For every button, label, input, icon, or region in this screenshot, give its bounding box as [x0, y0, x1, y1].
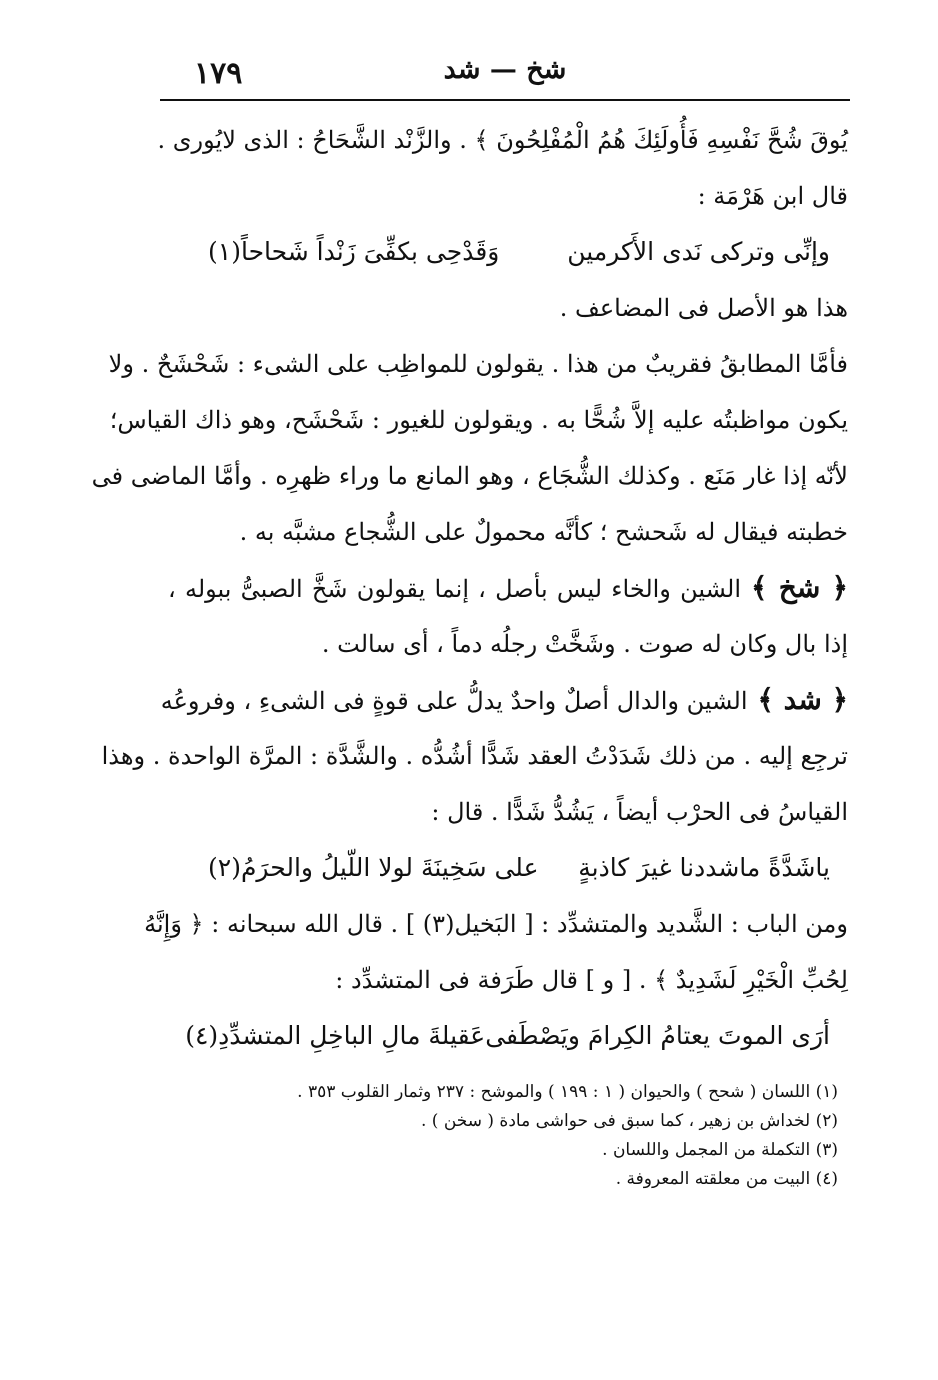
body-line: لِحُبِّ الْخَيْرِ لَشَدِيدٌ ﴾ . [ و ] قال طَرَفة فى المتشدِّد : [335, 966, 848, 994]
page-number: ١٧٩ [194, 56, 243, 91]
verse-1 [168, 224, 848, 280]
verse-3 [168, 1008, 848, 1064]
entry-shadd-first-line [160, 672, 848, 728]
footnote: (١) اللسان ( شحح ) والحيوان ( ١ : ١٩٩ ) والموشح : ٢٣٧ وثمار القلوب ٣٥٣ . [297, 1082, 838, 1102]
page-body [91, 112, 849, 1064]
running-title: شخ — شد [443, 54, 567, 85]
body-line: ترجِع إليه . من ذلك شَدَدْتُ العقد شَدًّا أشُدُّه . والشَّدَّة : المرَّة الواحدة . وهذا [101, 742, 848, 770]
body-line: لأنّه إذا غار مَنَع . وكذلك الشُّجَاع ، وهو المانع ما وراء ظهرِه . وأمَّا الماضى فى [91, 462, 848, 490]
verse-2-first-hemistich: ياشَدَّةً ماشددنا غيرَ كاذبةٍ [578, 853, 830, 882]
body-line: هذا هو الأصل فى المضاعف . [559, 294, 848, 322]
footnotes [198, 1078, 838, 1194]
verse-2-second-hemistich: على سَخِينَةَ لولا اللّيلُ والحرَمُ(٢) [208, 853, 539, 882]
footnote: (٤) البيت من معلقته المعروفة . [615, 1169, 838, 1189]
page-header [160, 52, 850, 96]
body-line: خطبته فيقال له شَحشح ؛ كأنَّه محمولٌ على الشُّجاع مشبَّه به . [239, 518, 848, 546]
verse-1-first-hemistich: وإنِّى وتركى نَدى الأَكرمين [567, 237, 830, 266]
verse-1-second-hemistich: وَقَدْحِى بكفِّىَ زَنْداً شَحاحاً(١) [208, 237, 500, 266]
entry-heading-shakh: ﴿ شخ ﴾ [751, 571, 849, 604]
header-rule [160, 99, 850, 101]
body-line: القياسُ فى الحرْب أيضاً ، يَشُدُّ شَدًّا . قال : [431, 798, 848, 826]
body-line: فأمَّا المطابقُ فقريبٌ من هذا . يقولون للمواظِب على الشىء : شَحْشَحٌ . ولا [108, 350, 848, 378]
entry-shadd-text: الشين والدال أصلٌ واحدٌ يدلُّ على قوةٍ فى الشىءِ ، وفروعُه [160, 687, 748, 715]
body-line: يُوقَ شُحَّ نَفْسِهِ فَأُولَئِكَ هُمُ الْمُفْلِحُونَ ﴾ . والزَّنْد الشَّحَاحُ : الذى لايُورى . [157, 126, 848, 154]
entry-shakh-text: الشين والخاء ليس بأصل ، إنما يقولون شَخَّ الصبىُّ ببوله ، [168, 575, 742, 603]
footnote: (٣) التكملة من المجمل واللسان . [602, 1140, 838, 1160]
body-line: يكون مواظبتُه عليه إلاَّ شُحًّا به . ويقولون للغيور : شَحْشَح، وهو ذاك القياس؛ [109, 406, 848, 434]
entry-shakh-first-line [168, 560, 848, 616]
verse-2 [168, 840, 848, 896]
body-line: ومن الباب : الشَّديد والمتشدِّد : [ البَخيل(٣) ] . قال الله سبحانه : ﴿ وَإِنَّهُ [144, 910, 848, 938]
body-line: إذا بال وكان له صوت . وشَخَّتْ رجلُه دماً ، أى سالت . [321, 630, 848, 658]
footnote: (٢) لخداش بن زهير ، كما سبق فى حواشى مادة ( سخن ) . [420, 1111, 838, 1131]
body-line: قال ابن هَرْمَة : [697, 182, 848, 210]
verse-3-second-hemistich: عَقيلةَ مالِ الباخِلِ المتشدِّدِ(٤) [185, 1021, 486, 1050]
entry-heading-shadd: ﴿ شد ﴾ [757, 683, 848, 716]
verse-3-first-hemistich: أرَى الموتَ يعتامُ الكِرامَ ويَصْطَفى [485, 1021, 830, 1050]
